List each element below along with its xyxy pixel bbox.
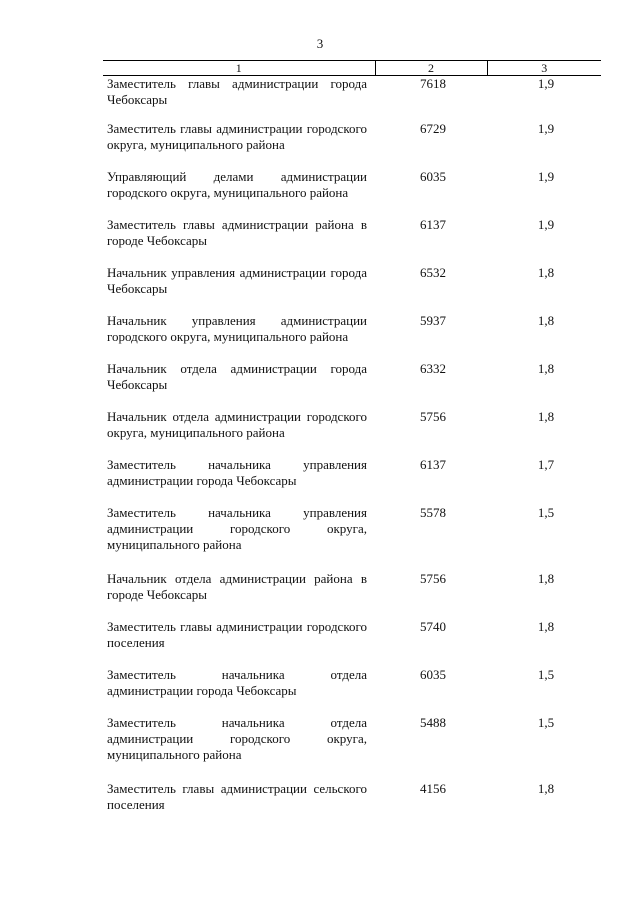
- coefficient-cell: 1,8: [537, 264, 555, 280]
- table-row: [103, 505, 601, 571]
- position-cell: Заместитель главы администрации города Чебоксары: [107, 76, 367, 107]
- table-row: [103, 76, 601, 121]
- value-cell: 6532: [420, 264, 446, 280]
- table-row: [103, 121, 601, 169]
- coefficient-cell: 1,7: [537, 456, 555, 472]
- position-cell: Заместитель главы администрации городского поселения: [107, 618, 367, 650]
- table-body: [103, 76, 601, 829]
- value-cell: 6035: [420, 666, 446, 682]
- table-row: [103, 715, 601, 781]
- value-cell: 7618: [420, 76, 446, 91]
- coefficient-cell: 1,9: [537, 168, 555, 184]
- value-cell: 6137: [420, 216, 446, 232]
- position-cell: Заместитель начальника управления администрации городского округа, муниципального района: [107, 504, 367, 552]
- table-row: [103, 667, 601, 715]
- table-row: [103, 169, 601, 217]
- position-cell: Заместитель начальника управления администрации города Чебоксары: [107, 456, 367, 488]
- coefficient-cell: 1,9: [537, 216, 555, 232]
- table-row: [103, 619, 601, 667]
- table-row: [103, 571, 601, 619]
- coefficient-cell: 1,9: [537, 120, 555, 136]
- coefficient-cell: 1,8: [537, 618, 555, 634]
- table-row: [103, 781, 601, 829]
- position-cell: Управляющий делами администрации городского округа, муниципального района: [107, 168, 367, 200]
- table-row: [103, 361, 601, 409]
- table-header-row: [103, 61, 601, 76]
- coefficient-cell: 1,5: [537, 504, 555, 520]
- coefficient-cell: 1,9: [537, 76, 555, 91]
- position-cell: Заместитель главы администрации городского округа, муниципального района: [107, 120, 367, 152]
- position-cell: Начальник отдела администрации городского округа, муниципального района: [107, 408, 367, 440]
- coefficient-cell: 1,8: [537, 570, 555, 586]
- page-number: 3: [316, 36, 324, 51]
- position-cell: Заместитель главы администрации сельского поселения: [107, 780, 367, 812]
- table-row: [103, 217, 601, 265]
- position-cell: Заместитель начальника отдела администрации города Чебоксары: [107, 666, 367, 698]
- table-row: [103, 313, 601, 361]
- value-cell: 5756: [420, 408, 446, 424]
- value-cell: 4156: [420, 780, 446, 796]
- coefficient-cell: 1,8: [537, 360, 555, 376]
- table-row: [103, 409, 601, 457]
- value-cell: 5488: [420, 714, 446, 730]
- table-row: [103, 265, 601, 313]
- position-cell: Начальник отдела администрации города Чебоксары: [107, 360, 367, 392]
- column-header-value: 2: [375, 61, 487, 76]
- position-cell: Начальник отдела администрации района в городе Чебоксары: [107, 570, 367, 602]
- coefficient-cell: 1,8: [537, 408, 555, 424]
- value-cell: 6137: [420, 456, 446, 472]
- position-cell: Заместитель главы администрации района в городе Чебоксары: [107, 216, 367, 248]
- value-cell: 6332: [420, 360, 446, 376]
- value-cell: 5740: [420, 618, 446, 634]
- value-cell: 6729: [420, 120, 446, 136]
- position-cell: Начальник управления администрации города Чебоксары: [107, 264, 367, 296]
- value-cell: 5578: [420, 504, 446, 520]
- value-cell: 5756: [420, 570, 446, 586]
- coefficient-cell: 1,8: [537, 312, 555, 328]
- position-cell: Заместитель начальника отдела администрации городского округа, муниципального района: [107, 714, 367, 762]
- value-cell: 6035: [420, 168, 446, 184]
- coefficient-cell: 1,8: [537, 780, 555, 796]
- value-cell: 5937: [420, 312, 446, 328]
- coefficient-cell: 1,5: [537, 714, 555, 730]
- coefficient-cell: 1,5: [537, 666, 555, 682]
- table-row: [103, 457, 601, 505]
- column-header-coefficient: 3: [487, 61, 601, 76]
- position-cell: Начальник управления администрации городского округа, муниципального района: [107, 312, 367, 344]
- salary-table: [103, 60, 601, 829]
- column-header-position: 1: [103, 61, 375, 76]
